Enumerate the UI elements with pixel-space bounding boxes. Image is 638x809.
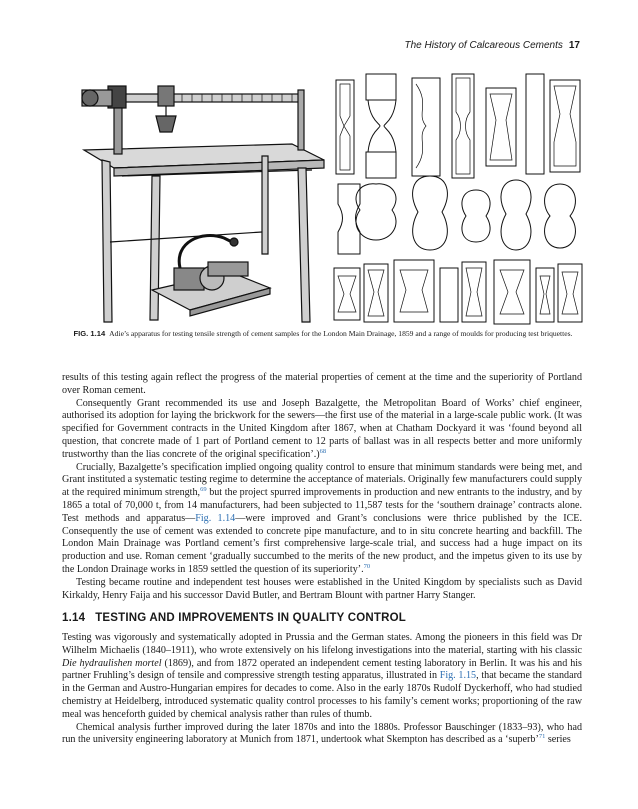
section-title: TESTING AND IMPROVEMENTS IN QUALITY CONTROL — [95, 612, 406, 624]
adie-apparatus-illustration — [62, 72, 330, 324]
footnote-ref-68[interactable]: 68 — [319, 447, 327, 455]
briquette-moulds-illustration — [330, 64, 584, 326]
section-number: 1.14 — [62, 612, 86, 624]
paragraph-5: Testing was vigorously and systematically adopted in Prussia and the German states. Among the pioneers in this field was Dr Wilhelm Michaelis (1840–1911), who wrote extensively on his lifelong investigations into the material, starting with his classic Die hydraulishen mortel (1869), and from 1872 operated an independent cement testing laboratory in Berlin. It was his and his partner Fruhling’s design of tensile and compressive strength testing apparatus, illustrated in Fig. 1.15, that became the standard in the German and Austro-Hungarian empires for decades to come. Also in the early 1870s Rudolf Dyckerhoff, who had studied chemistry at Heidelberg, introduced systematic quality control processes to his family’s cement works; proportioning of the raw meal was henceforth guided by chemical analysis rather than rules of thumb. — [62, 632, 582, 720]
figure-label: FIG. 1.14 — [73, 329, 106, 338]
mould-row-3 — [334, 260, 582, 324]
paragraph-1: results of this testing again reflect the progress of the material properties of cement at the time and the superiority of Portland over Roman cement. — [62, 372, 582, 396]
figure-caption — [62, 329, 584, 340]
running-head — [404, 40, 580, 51]
footnote-ref-69[interactable]: 69 — [200, 486, 207, 494]
paragraph-6: Chemical analysis further improved during the later 1870s and into the 1880s. Professor Bauschinger (1833–93), who had run the university engineering laboratory at Munich from 1871, undertook what Skempton has described as a ‘superb’$^{71}$ series — [62, 721, 582, 746]
body-text-lower — [62, 632, 582, 747]
paragraph-3: Crucially, Bazalgette’s specification implied ongoing quality control to ensure that minimum standards were being met, and Grant instituted a systematic testing regime to determine the acceptance of materials. Originally few manufacturers could supply at the required minimum strength,$^{69}$ but the project spurred improvements in production and new entrants to the industry, and by 1865 a total of 70,000 t, from 14 manufacturers, had been subjected to 11,587 tests for the ‘southern drainage’ contracts alone. Test methods and apparatus—Fig. 1.14—were improved and Grant’s conclusions were thrice published by the ICE. Consequently the use of cement was extended to concrete pipe manufacture, and to in situ concrete hearting and backfill. The London Main Drainage was Portland cement’s first comprehensive large-scale trial, and success had a huge impact on its production and use. Roman cement ‘gradually succumbed to the merits of the new product, and the impetus given to its use by the London Drainage works in 1859 settled the question of its superiority’.$^{70}$ — [62, 461, 582, 575]
figure-link-1-15[interactable]: Fig. 1.15 — [439, 670, 477, 682]
mould-row-2 — [338, 176, 575, 254]
paragraph-2: Consequently Grant recommended its use and Joseph Bazalgette, the Metropolitan Board of Works’ chief engineer, authorised its adoption for laying the brickwork for the sewers—the first use of the material in a large-scale public work. (It was specified for Government contracts in the United Kingdom after 1867, when at Chatham Dockyard it was ‘found beyond all question, that concrete made of 1 part of Portland cement to 12 parts of ballast was in all respects better and more uniformly trustworthy than the lias concrete of the original specification’.)$^{68}$ — [62, 397, 582, 460]
paragraph-4: Testing became routine and independent test houses were established in the United Kingdom by specialists such as David Kirkaldy, Henry Faija and his successor David Butler, and Bertram Blount with partner Harry Stanger. — [62, 576, 582, 601]
figure-link-1-14[interactable]: Fig. 1.14 — [195, 512, 236, 524]
page-number: 17 — [568, 40, 580, 51]
book-title: Die hydraulishen mortel — [62, 657, 162, 669]
body-text-upper — [62, 372, 582, 602]
figure-caption-text: Adie’s apparatus for testing tensile strength of cement samples for the London Main Drainage, 1859 and a range of moulds for producing test briquettes. — [109, 329, 573, 338]
section-heading — [62, 612, 406, 624]
footnote-ref-71[interactable]: 71 — [538, 733, 546, 741]
footnote-ref-70[interactable]: 70 — [363, 562, 371, 570]
figure — [62, 64, 584, 326]
running-title: The History of Calcareous Cements — [404, 40, 563, 51]
mould-row-1 — [336, 74, 580, 178]
